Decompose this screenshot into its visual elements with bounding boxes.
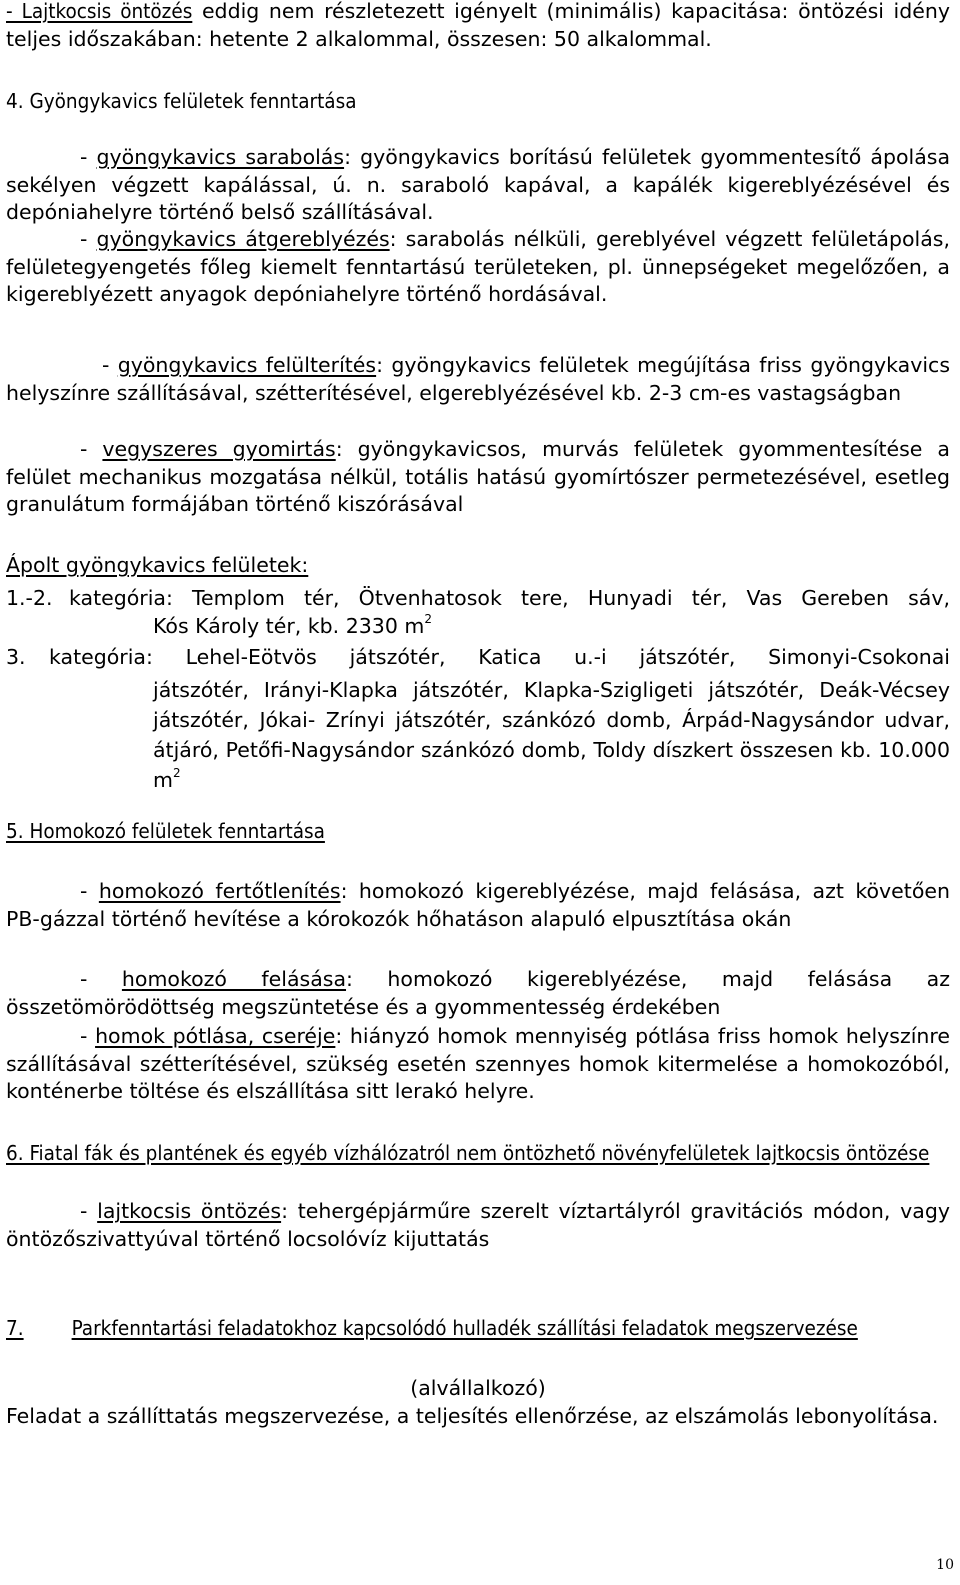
section-7-subtitle: (alvállalkozó)	[410, 1376, 546, 1400]
s5-item-1-term: homokozó fertőtlenítés	[98, 879, 341, 903]
s5-item-2-term: homokozó felásása	[121, 967, 347, 991]
category-cont: játszótér, Irányi-Klapka játszótér, Klapka-Szigligeti játszótér, Deák-Vécsey játszótér, Jókai- Zrínyi játszótér, szánkózó domb, Árpád-Nagysándor udvar, átjáró, Petőfi-Nagysándor szánkózó domb, Toldy díszkert összesen kb. 10.000 $m^2$	[153, 678, 950, 792]
section-7-text: Feladat a szállíttatás megszervezése, a teljesítés ellenőrzése, az elszámolás lebonyolítása.	[6, 1404, 939, 1428]
s4-item-4: - vegyszeres gyomirtás: gyöngykavicsos, murvás felületek gyommentesítése a felület mechanikus mozgatása nélkül, totális hatású gyomírtószer permetezésével, esetleg granulátum formájában történő kiszórásával	[6, 437, 950, 516]
s6-item-1-term: lajtkocsis öntözés	[97, 1199, 282, 1223]
category-text: kategória: Templom tér, Ötvenhatosok tere, Hunyadi tér, Vas Gereben sáv,	[69, 586, 950, 610]
s4-item-3-term: gyöngykavics felülterítés	[117, 353, 377, 377]
page-number: 10	[936, 1557, 954, 1573]
intro-paragraph: - Lajtkocsis öntözés eddig nem részletezett igényelt (minimális) kapacitása: öntözési idény teljes időszakában: hetente 2 alkalommal, összesen: 50 alkalommal.	[6, 0, 950, 51]
category-3	[6, 644, 950, 814]
s4-item-1-term: gyöngykavics sarabolás	[96, 145, 345, 169]
s5-item-3: - homok pótlása, cseréje: hiányzó homok mennyiség pótlása friss homok helyszínre szállításával szétterítésével, szükség esetén szennyes homok kitermelése a homokozóból, konténerbe töltése és elszállítása sitt lerakó helyre.	[6, 1024, 950, 1103]
s5-item-2: - homokozó felásása: homokozó kigereblyézése, majd felásása az összetömörödöttség megszüntetése és a gyommentesség érdekében	[6, 967, 950, 1019]
s5-item-3-term: homok pótlása, cseréje	[95, 1024, 336, 1048]
category-1-2	[6, 585, 950, 645]
s4-item-2-term: gyöngykavics átgereblyézés	[96, 227, 390, 251]
s6-item-1: - lajtkocsis öntözés: tehergépjárműre szerelt víztartályról gravitációs módon, vagy öntözőszivattyúval történő locsolóvíz kijuttatás	[6, 1199, 950, 1251]
ref-title: Ápolt gyöngykavics felületek:	[6, 553, 309, 577]
section-6-heading: 6. Fiatal fák és plantének és egyéb vízhálózatról nem öntözhető növényfelületek lajtkocsis öntözése	[6, 1141, 930, 1165]
s4-item-3: - gyöngykavics felülterítés: gyöngykavics felületek megújítása friss gyöngykavics helyszínre szállításával, szétterítésével, elgereblyézésével kb. 2-3 cm-es vastagságban	[6, 353, 950, 405]
category-label: 3.	[6, 645, 26, 669]
section-4-heading: 4. Gyöngykavics felületek fenntartása	[6, 89, 357, 113]
category-cont: Kós Károly tér, kb. 2330 $m^2$	[153, 612, 432, 638]
category-label: 1.-2.	[6, 586, 53, 610]
section-7-heading: 7. Parkfenntartási feladatokhoz kapcsolódó hulladék szállítási feladatok megszervezése	[6, 1316, 858, 1340]
section-7-number: 7.	[6, 1316, 24, 1340]
s4-item-1: - gyöngykavics sarabolás: gyöngykavics borítású felületek gyommentesítő ápolása sekélyen végzett kapálással, ú. n. saraboló kapával, a kapálék kigereblyézésével és depóniahelyre történő belső szállításával.	[6, 145, 951, 224]
section-5-heading: 5. Homokozó felületek fenntartása	[6, 819, 325, 843]
s4-item-2: - gyöngykavics átgereblyézés: sarabolás nélküli, gereblyével végzett felületápolás, felületegyengetés főleg kiemelt fenntartású területeken, pl. ünnepségeket megelőzően, a kigereblyézett anyagok depóniahelyre történő hordásával.	[6, 227, 950, 306]
lajtkocsis-term: - Lajtkocsis öntözés	[6, 0, 193, 23]
category-text: kategória: Lehel-Eötvös játszótér, Katica u.-i játszótér, Simonyi-Csokonai	[49, 645, 950, 669]
s4-item-4-term: vegyszeres gyomirtás	[102, 437, 336, 461]
s5-item-1: - homokozó fertőtlenítés: homokozó kigereblyézése, majd felásása, azt követően PB-gázzal történő hevítése a kórokozók hőhatáson alapuló elpusztítása okán	[6, 879, 950, 931]
